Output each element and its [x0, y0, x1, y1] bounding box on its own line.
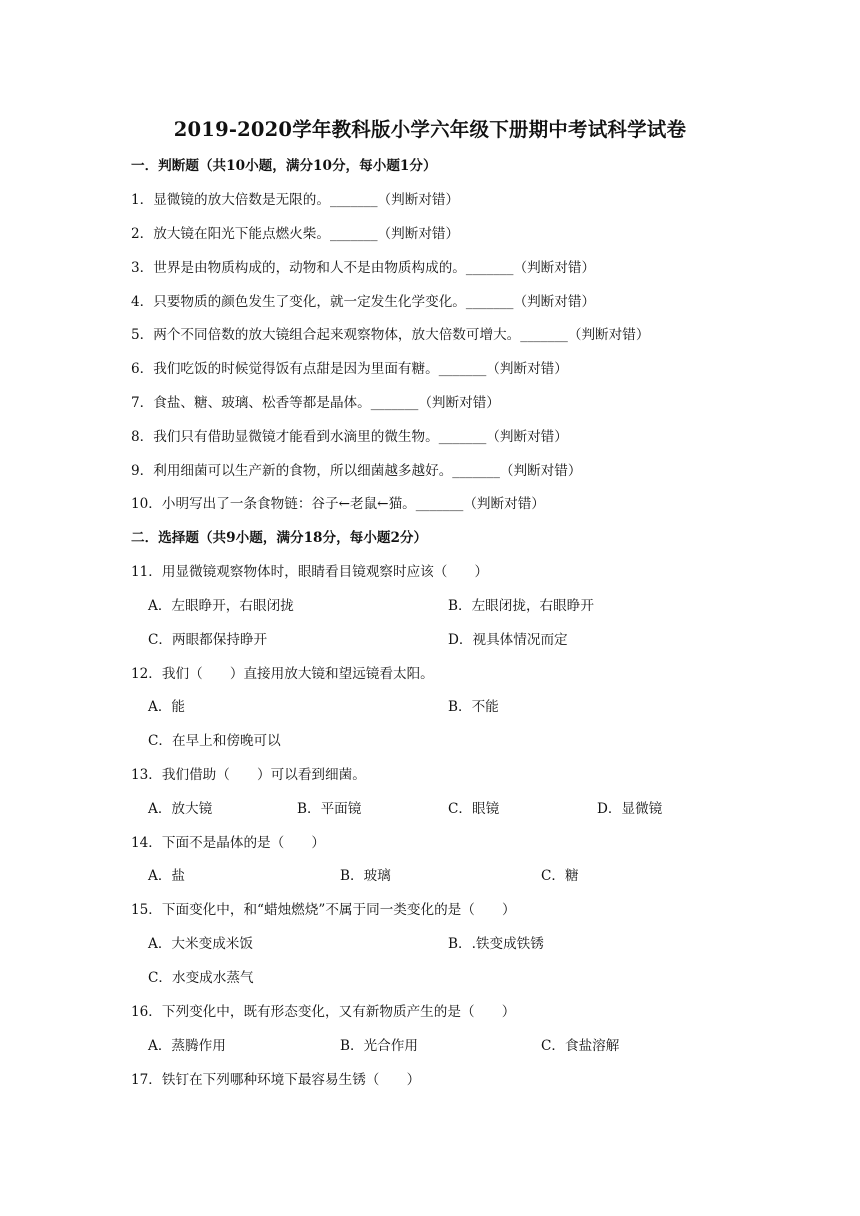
question-11: 11．用显微镜观察物体时，眼睛看目镜观察时应该（ ） [131, 564, 489, 580]
question-2: 2．放大镜在阳光下能点燃火柴。_______（判断对错） [131, 226, 460, 242]
question-7: 7．食盐、糖、玻璃、松香等都是晶体。_______（判断对错） [131, 395, 500, 411]
question-16: 16．下列变化中，既有形态变化，又有新物质产生的是（ ） [131, 1004, 516, 1020]
question-13-option-c: C．眼镜 [448, 801, 500, 817]
question-11-option-a: A．左眼睁开，右眼闭拢 [148, 598, 294, 614]
question-11-option-b: B．左眼闭拢，右眼睁开 [448, 598, 594, 614]
section-2-header: 二．选择题（共9小题，满分18分，每小题2分） [131, 530, 428, 546]
question-6: 6．我们吃饭的时候觉得饭有点甜是因为里面有糖。_______（判断对错） [131, 361, 568, 377]
question-1: 1．显微镜的放大倍数是无限的。_______（判断对错） [131, 192, 460, 208]
question-16-option-a: A．蒸腾作用 [148, 1038, 226, 1054]
question-13-option-a: A．放大镜 [148, 801, 213, 817]
question-14-option-a: A．盐 [148, 868, 186, 884]
question-14: 14．下面不是晶体的是（ ） [131, 835, 326, 851]
question-11-option-c: C．两眼都保持睁开 [148, 632, 268, 648]
question-12-option-c: C．在早上和傍晚可以 [148, 733, 281, 749]
question-15-option-c: C．水变成水蒸气 [148, 970, 254, 986]
question-15-option-b: B．.铁变成铁锈 [448, 936, 544, 952]
question-12-option-b: B．不能 [448, 699, 499, 715]
question-8: 8．我们只有借助显微镜才能看到水滴里的微生物。_______（判断对错） [131, 429, 568, 445]
question-4: 4．只要物质的颜色发生了变化，就一定发生化学变化。_______（判断对错） [131, 294, 596, 310]
question-10: 10．小明写出了一条食物链：谷子←老鼠←猫。_______（判断对错） [131, 496, 545, 512]
question-11-option-d: D．视具体情况而定 [448, 632, 568, 648]
question-14-option-b: B．玻璃 [340, 868, 391, 884]
question-12: 12．我们（ ）直接用放大镜和望远镜看太阳。 [131, 666, 434, 682]
question-17: 17．铁钉在下列哪种环境下最容易生锈（ ） [131, 1072, 421, 1088]
exam-title: 2019-2020学年教科版小学六年级下册期中考试科学试卷 [173, 118, 687, 141]
question-5: 5．两个不同倍数的放大镜组合起来观察物体，放大倍数可增大。_______（判断对错） [131, 327, 650, 343]
question-14-option-c: C．糖 [541, 868, 579, 884]
question-9: 9．利用细菌可以生产新的食物，所以细菌越多越好。_______（判断对错） [131, 463, 582, 479]
question-3: 3．世界是由物质构成的，动物和人不是由物质构成的。_______（判断对错） [131, 260, 596, 276]
question-13-option-d: D．显微镜 [597, 801, 663, 817]
question-13: 13．我们借助（ ）可以看到细菌。 [131, 767, 366, 783]
question-15-option-a: A．大米变成米饭 [148, 936, 253, 952]
section-1-header: 一．判断题（共10小题，满分10分，每小题1分） [131, 158, 437, 174]
question-12-option-a: A．能 [148, 699, 186, 715]
question-16-option-b: B．光合作用 [340, 1038, 418, 1054]
question-13-option-b: B．平面镜 [297, 801, 362, 817]
question-16-option-c: C．食盐溶解 [541, 1038, 620, 1054]
question-15: 15．下面变化中，和“蜡烛燃烧”不属于同一类变化的是（ ） [131, 902, 516, 918]
